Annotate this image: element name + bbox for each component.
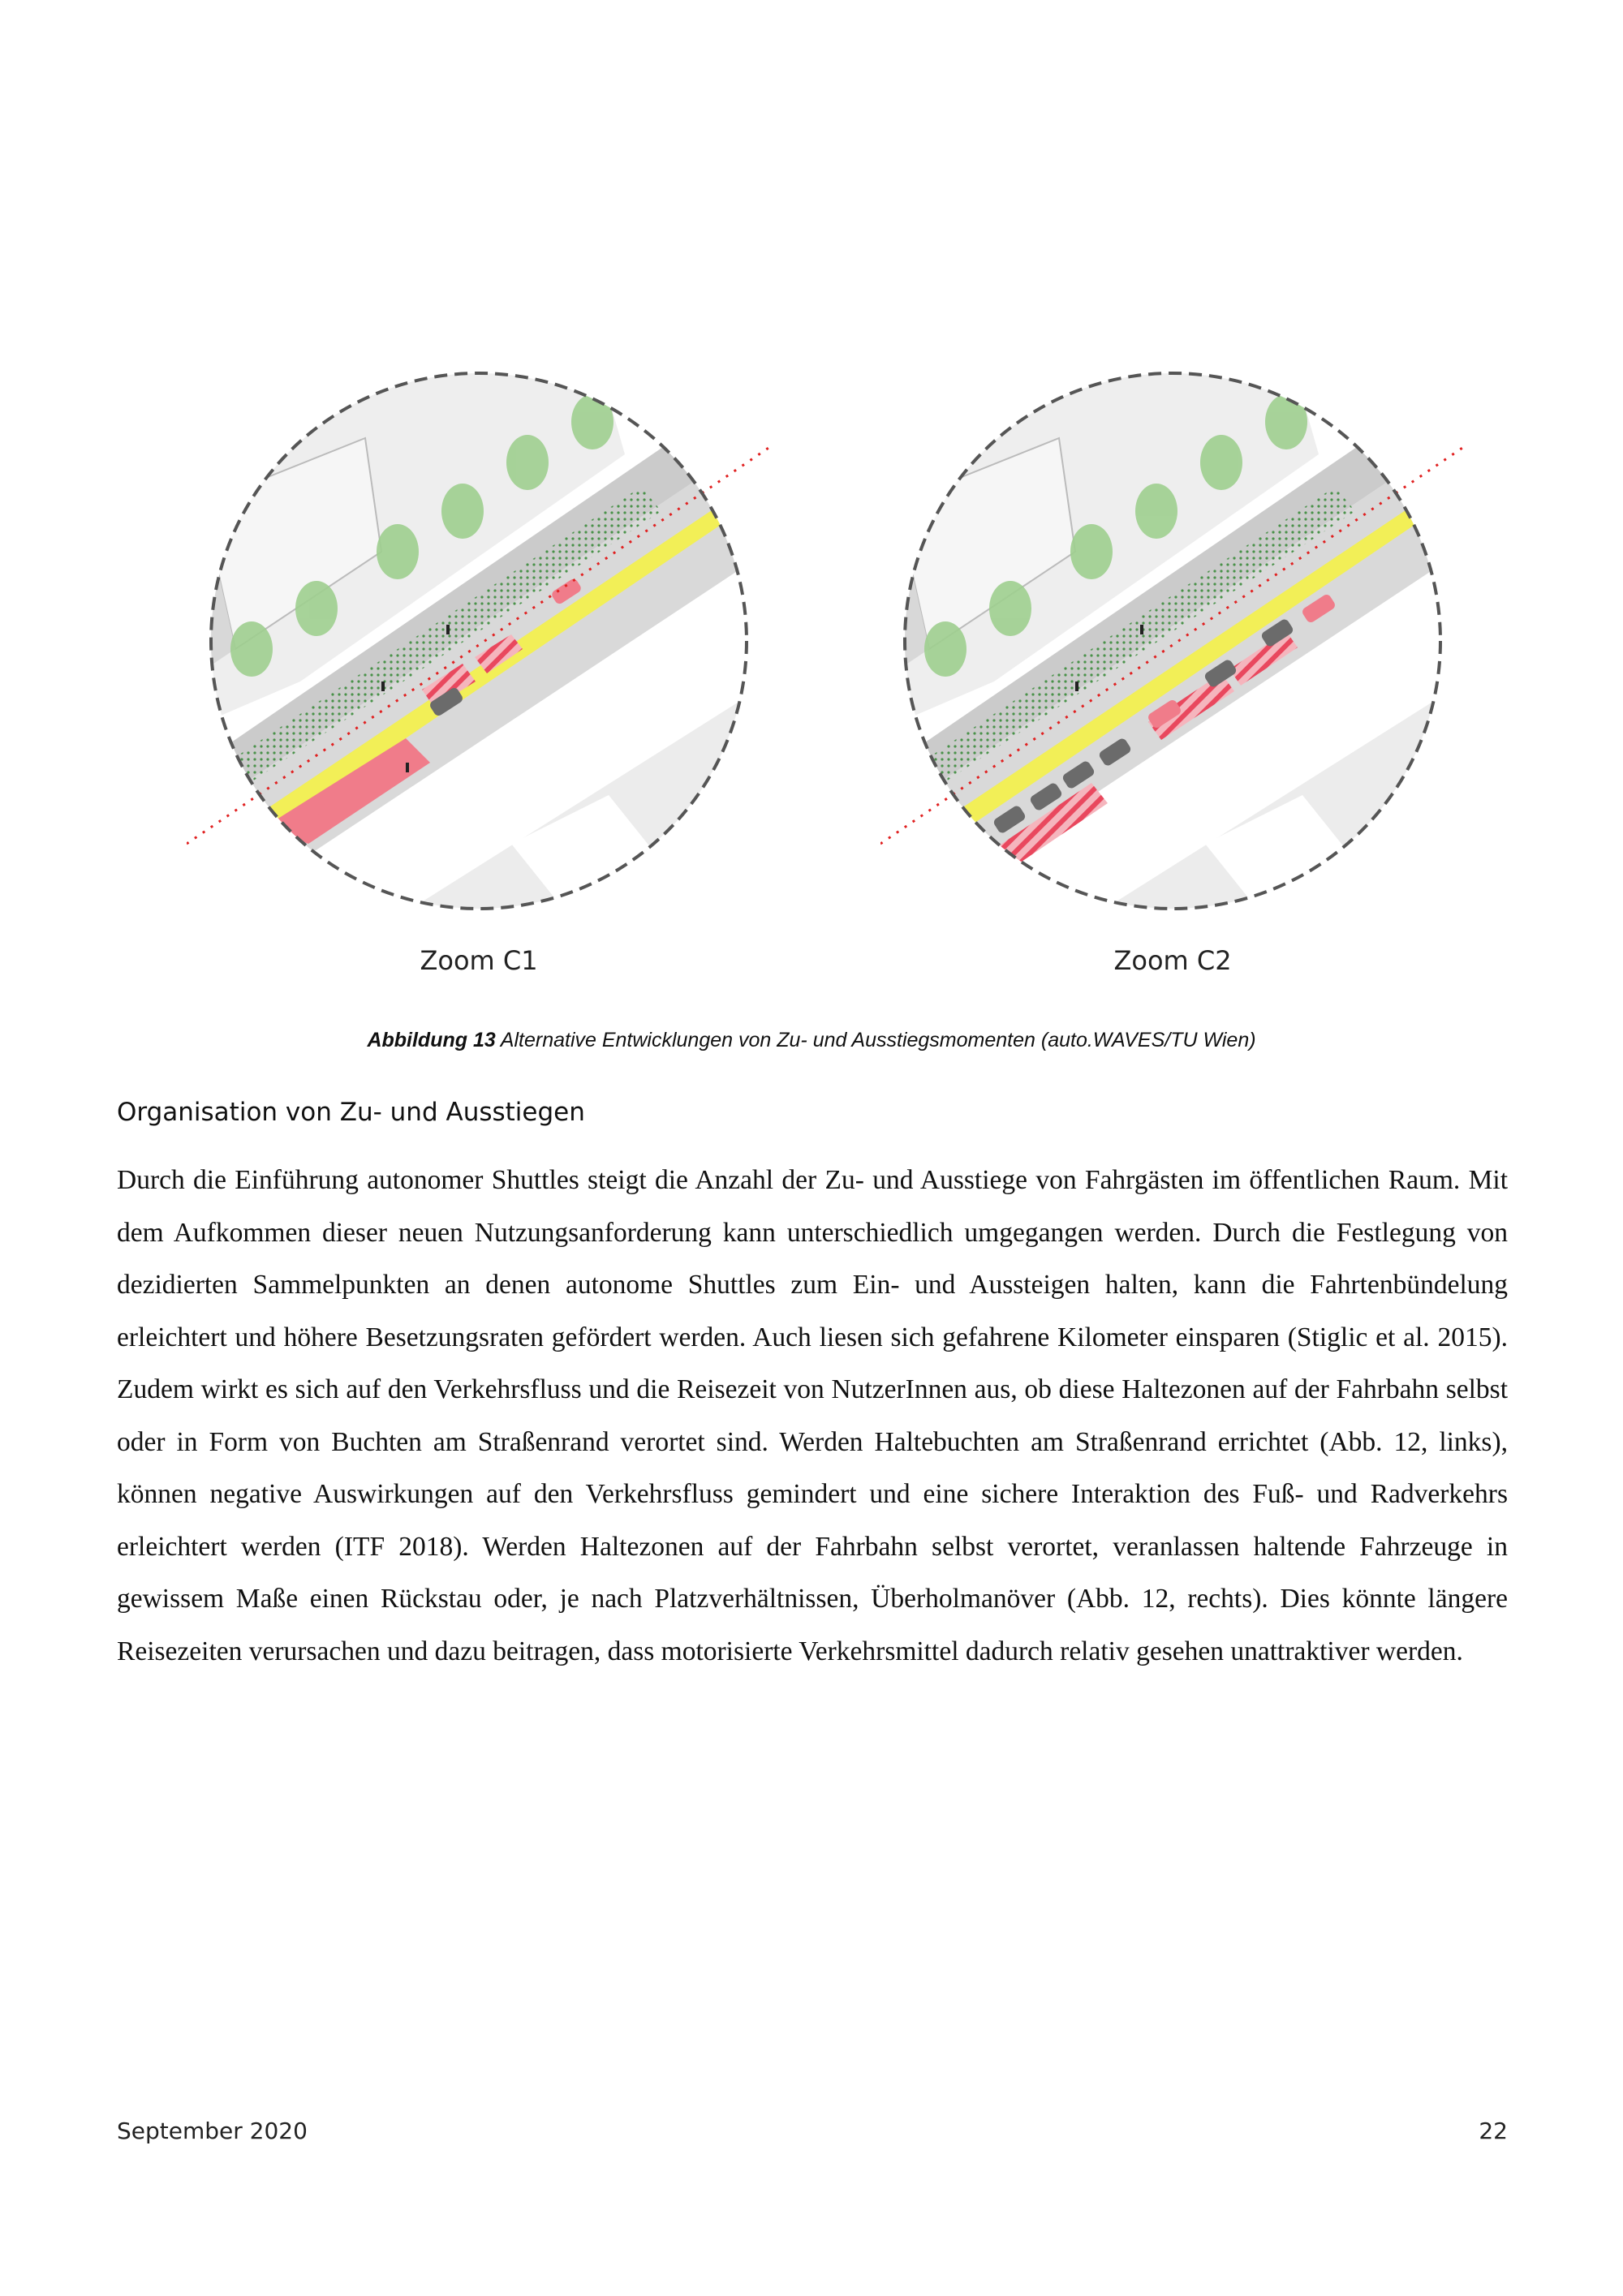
zoom-c1-label: Zoom C1 <box>420 945 538 976</box>
body-paragraph: Durch die Einführung autonomer Shuttles steigt die Anzahl der Zu- und Ausstiege von Fahrgästen im öffentlichen Raum. Mit dem Aufkommen dieser neuen Nutzungsanforderung kann unterschiedlich umgegangen werden. Durch die Festlegung von dezidierten Sammelpunkten an denen autonome Shuttles zum Ein- und Aussteigen halten, kann die Fahrtenbündelung erleichtert und höhere Besetzungsraten gefördert werden. Auch liesen sich gefahrene Kilometer einsparen (Stiglic et al. 2015). Zudem wirkt es sich auf den Verkehrsfluss und die Reisezeit von NutzerInnen aus, ob diese Haltezonen auf der Fahrbahn selbst oder in Form von Buchten am Straßenrand verortet sind. Werden Haltebuchten am Straßenrand errichtet (Abb. 12, links), können negative Auswirkungen auf den Verkehrsfluss gemindert und eine sichere Interaktion des Fuß- und Radverkehrs erleichtert werden (ITF 2018). Werden Haltezonen auf der Fahrbahn selbst verortet, veranlassen haltende Fahrzeuge in gewissem Maße einen Rückstau oder, je nach Platzverhältnissen, Überholmanöver (Abb. 12, rechts). Dies könnte längere Reisezeiten verursachen und dazu beitragen, dass motorisierte Verkehrsmittel dadurch relativ gesehen unattraktiver werden. <box>117 1165 1508 1666</box>
figure-zoom-c1 <box>187 341 771 974</box>
crosswalk <box>187 876 227 910</box>
figure-caption <box>0 1029 1623 1052</box>
footer-date: September 2020 <box>117 2118 308 2144</box>
caption-text: Alternative Entwicklungen von Zu- und Ausstiegsmomenten (auto.WAVES/TU Wien) <box>495 1029 1256 1051</box>
caption-number: Abbildung 13 <box>367 1029 496 1051</box>
section-heading: Organisation von Zu- und Ausstiegen <box>117 1098 585 1127</box>
zoom-c1-illustration <box>187 341 771 941</box>
figure-zoom-c2 <box>880 341 1465 974</box>
zoom-c2-label: Zoom C2 <box>1113 945 1232 976</box>
zoom-c2-illustration <box>880 341 1465 941</box>
page-number: 22 <box>1479 2118 1508 2144</box>
